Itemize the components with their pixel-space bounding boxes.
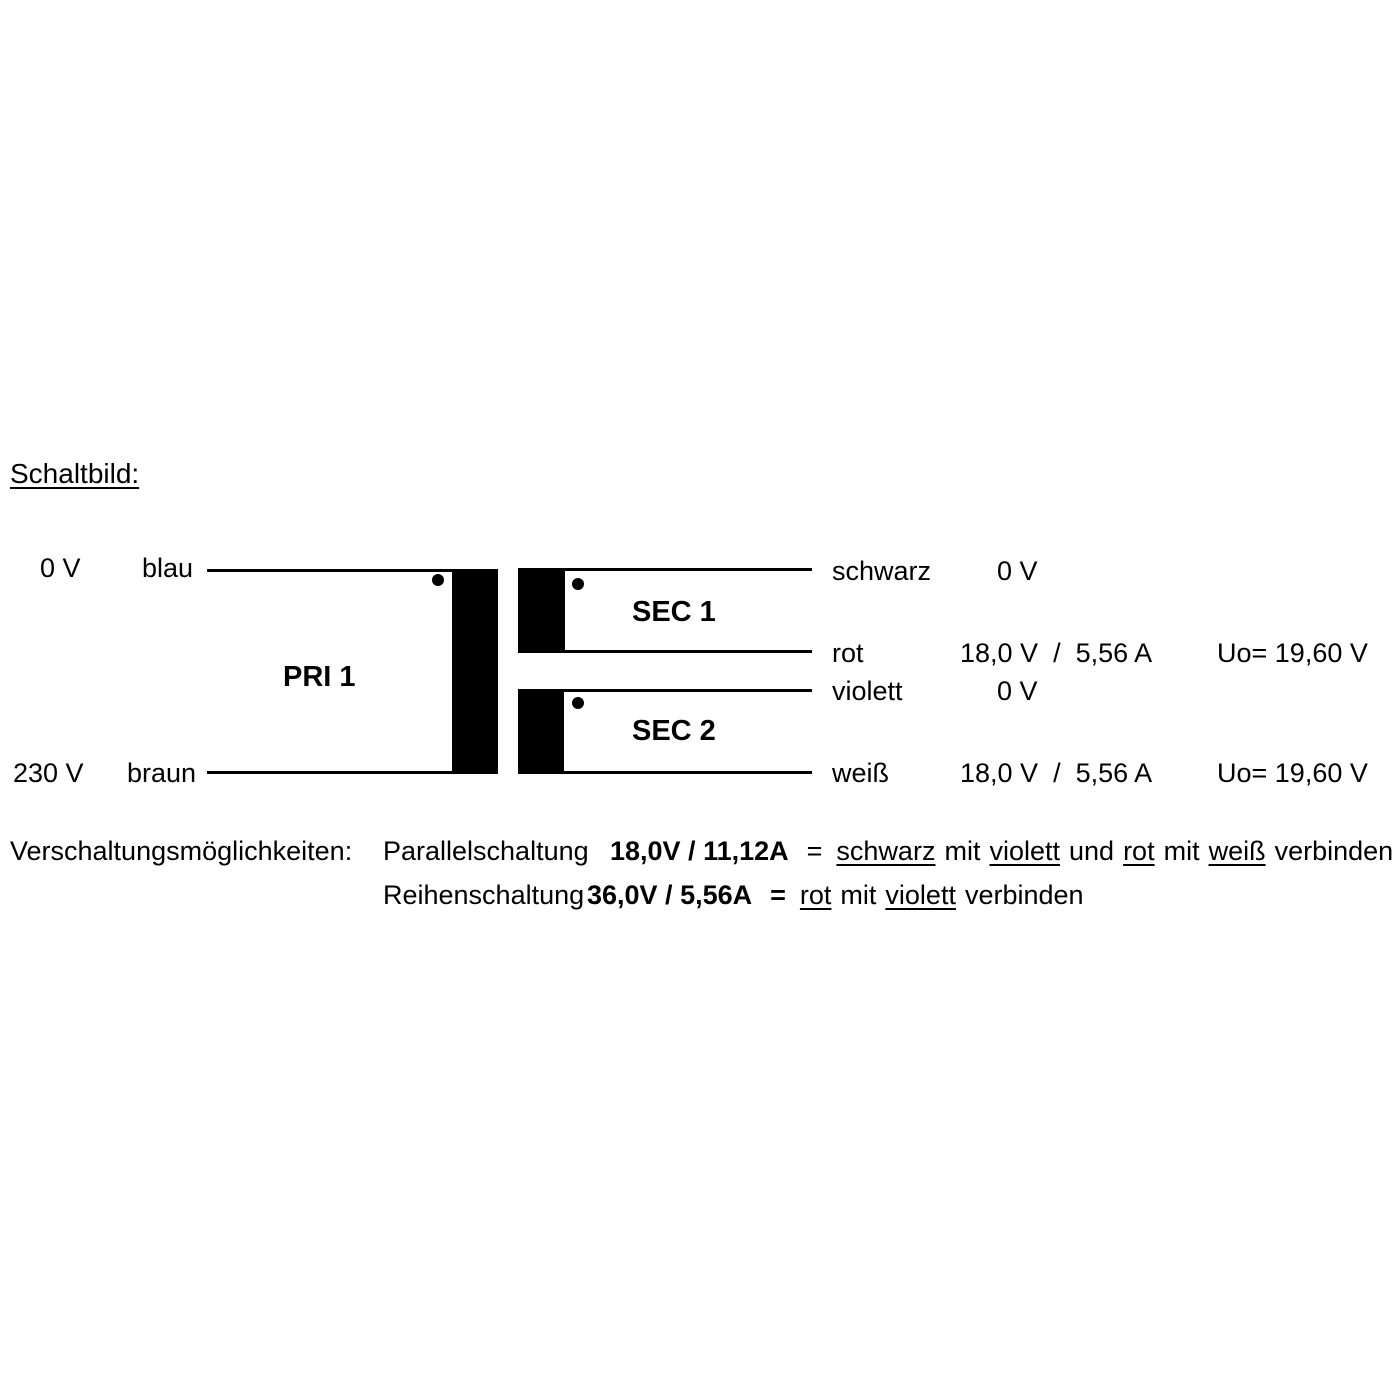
wire-label-rot: rot — [832, 638, 864, 668]
series-wire-1: rot — [799, 880, 832, 910]
diagram-title: Schaltbild: — [10, 458, 140, 489]
series-mode-label: Reihenschaltung — [383, 880, 585, 910]
parallel-rating: 18,0V / 11,12A — [610, 836, 789, 866]
value-weiss: 18,0 V / 5,56 A — [960, 758, 1153, 788]
sec2-winding-label: SEC 2 — [632, 715, 716, 747]
connections-heading: Verschaltungsmöglichkeiten: — [10, 836, 353, 866]
open-circuit-voltage-weiss: Uo= 19,60 V — [1217, 758, 1368, 788]
parallel-equals: = — [806, 836, 823, 866]
parallel-suffix: verbinden — [1274, 836, 1394, 866]
series-join-1: mit — [840, 880, 877, 910]
sec1-top-lead-line — [518, 568, 812, 571]
sec2-phase-dot-icon — [572, 697, 584, 709]
value-rot: 18,0 V / 5,56 A — [960, 638, 1153, 668]
wire-label-weiss: weiß — [832, 758, 890, 788]
sec1-bottom-lead-line — [518, 650, 812, 653]
primary-bottom-lead-line — [207, 771, 452, 774]
parallel-join-1: mit — [944, 836, 981, 866]
primary-phase-dot-icon — [432, 574, 444, 586]
series-wire-2: violett — [885, 880, 956, 910]
primary-top-lead-line — [207, 569, 452, 572]
primary-core-bar — [452, 569, 498, 774]
open-circuit-voltage-rot: Uo= 19,60 V — [1217, 638, 1368, 668]
primary-voltage-bottom: 230 V — [13, 758, 84, 788]
parallel-wire-3: rot — [1123, 836, 1155, 866]
sec2-core-bar — [518, 689, 564, 774]
primary-voltage-top: 0 V — [40, 553, 81, 583]
value-schwarz: 0 V — [997, 556, 1038, 586]
series-connection-line — [587, 882, 1084, 909]
parallel-join-3: mit — [1163, 836, 1200, 866]
parallel-connection-line — [610, 838, 1393, 865]
parallel-wire-1: schwarz — [836, 836, 936, 866]
parallel-join-2: und — [1069, 836, 1115, 866]
sec1-phase-dot-icon — [572, 578, 584, 590]
sec2-bottom-lead-line — [518, 771, 812, 774]
primary-winding-label: PRI 1 — [283, 661, 356, 693]
series-rating: 36,0V / 5,56A — [587, 880, 753, 910]
primary-wire-bottom: braun — [127, 758, 197, 788]
sec1-core-bar — [518, 568, 565, 653]
parallel-wire-4: weiß — [1208, 836, 1266, 866]
series-equals: = — [770, 880, 786, 910]
series-suffix: verbinden — [964, 880, 1084, 910]
primary-wire-top: blau — [142, 553, 194, 583]
wire-label-violett: violett — [832, 676, 903, 706]
value-violett: 0 V — [997, 676, 1038, 706]
parallel-mode-label: Parallelschaltung — [383, 836, 589, 866]
sec1-winding-label: SEC 1 — [632, 596, 716, 628]
wire-label-schwarz: schwarz — [832, 556, 932, 586]
sec2-top-lead-line — [518, 689, 812, 692]
parallel-wire-2: violett — [989, 836, 1060, 866]
